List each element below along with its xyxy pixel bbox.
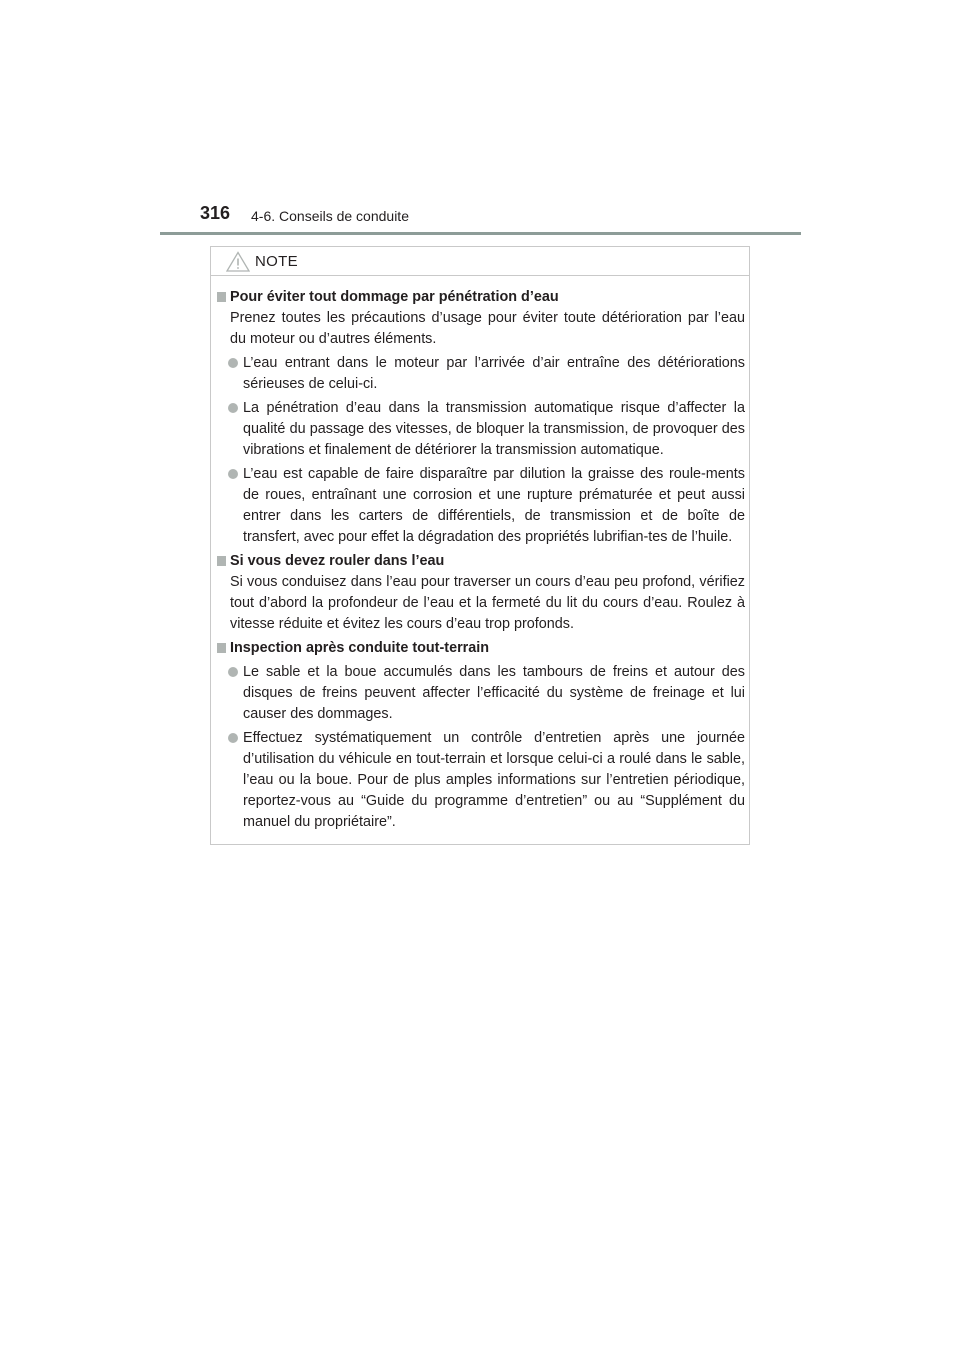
note-section-water-damage — [217, 287, 745, 548]
round-bullet-icon — [228, 733, 238, 743]
page-header — [200, 203, 800, 233]
square-bullet-icon — [217, 556, 226, 566]
section-paragraph: Si vous conduisez dans l’eau pour traverser un cours d’eau peu profond, vérifiez tout d’abord la profondeur de l’eau et la fermeté du lit du cours d’eau. Roulez à vitesse réduite et évitez les cours d’eau trop profonds. — [230, 574, 745, 632]
note-section-driving-in-water — [217, 551, 745, 635]
round-bullet-icon — [228, 667, 238, 677]
section-title: 4-6. Conseils de conduite — [251, 208, 409, 224]
note-box — [210, 246, 750, 845]
note-section-offroad-inspection — [217, 638, 745, 833]
section-paragraph: Prenez toutes les précautions d’usage pour éviter toute détérioration par l’eau du moteur ou d’autres éléments. — [230, 310, 745, 347]
list-item: La pénétration d’eau dans la transmission automatique risque d’affecter la qualité du passage des vitesses, de bloquer la transmission, de provoquer des vibrations et finalement de détériorer la transmission automatique. — [217, 398, 745, 461]
round-bullet-icon — [228, 358, 238, 368]
section-heading: Si vous devez rouler dans l’eau — [217, 551, 745, 572]
header-rule — [160, 232, 801, 235]
section-heading: Pour éviter tout dommage par pénétration d’eau — [217, 287, 745, 308]
page-number: 316 — [200, 203, 231, 223]
list-item: Effectuez systématiquement un contrôle d’entretien après une journée d’utilisation du véhicule en tout-terrain et lorsque celui-ci a roulé dans le sable, l’eau ou la boue. Pour de plus amples informations sur l’entretien périodique, reportez-vous au “Guide du programme d’entretien” ou au “Supplément du manuel du propriétaire”. — [217, 728, 745, 833]
round-bullet-icon — [228, 403, 238, 413]
list-item: L’eau entrant dans le moteur par l’arrivée d’air entraîne des détériorations sérieuses de celui-ci. — [217, 353, 745, 395]
square-bullet-icon — [217, 292, 226, 302]
list-item: Le sable et la boue accumulés dans les tambours de freins et autour des disques de freins peuvent affecter l’efficacité du système de freinage et lui causer des dommages. — [217, 662, 745, 725]
round-bullet-icon — [228, 469, 238, 479]
note-header — [211, 247, 749, 276]
square-bullet-icon — [217, 643, 226, 653]
section-heading: Inspection après conduite tout-terrain — [217, 638, 745, 659]
warning-triangle-icon — [226, 251, 250, 272]
note-body — [217, 287, 745, 836]
note-label: NOTE — [255, 253, 298, 270]
list-item: L’eau est capable de faire disparaître par dilution la graisse des roule-ments de roues, entraînant une corrosion et une rupture prématurée et peut aussi entrer dans les carters de différentiels, de transmission et de boîte de transfert, avec pour effet la dégradation des propriétés lubrifian-tes de l’huile. — [217, 464, 745, 548]
